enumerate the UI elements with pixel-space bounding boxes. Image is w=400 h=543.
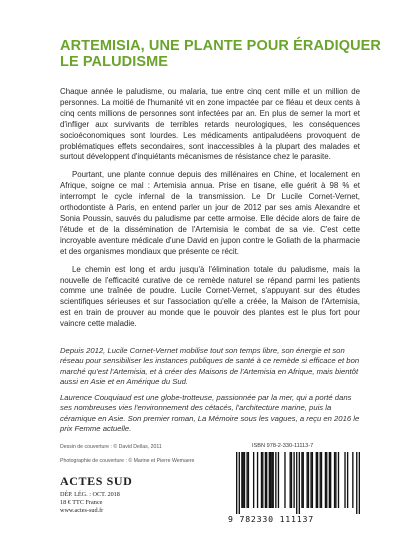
barcode-bar (262, 452, 263, 508)
barcode-image (236, 452, 360, 514)
barcode-bar (308, 452, 309, 508)
legal-deposit: DÉP. LÉG. : OCT. 2018 (60, 491, 120, 498)
barcode-bar (330, 452, 331, 508)
barcode-bar (321, 452, 322, 508)
barcode-bar (270, 452, 271, 508)
author-bios (60, 346, 360, 440)
isbn-label: ISBN 978-2-330-11113-7 (252, 443, 314, 449)
barcode-bar (257, 452, 258, 508)
barcode-bar (293, 452, 294, 508)
barcode-bar (253, 452, 254, 508)
barcode-bar (246, 452, 247, 508)
barcode-bar (248, 452, 249, 508)
barcode-bar (303, 452, 304, 508)
barcode-bar (239, 452, 240, 514)
barcode-bar (334, 452, 335, 508)
book-title-line-2: LE PALUDISME (60, 54, 169, 70)
barcode-bar (317, 452, 318, 508)
book-title (60, 38, 382, 70)
barcode-bar (312, 452, 313, 508)
barcode-bar (269, 452, 270, 508)
barcode-bar (290, 452, 291, 508)
barcode-bar (236, 452, 237, 514)
barcode-bar (284, 452, 285, 508)
barcode-bar (241, 452, 242, 508)
barcode-bar (316, 452, 317, 508)
barcode-digits: 9 782330 111137 (228, 514, 314, 524)
barcode-bar (265, 452, 266, 508)
cover-photo-credit: Photographie de couverture : © Marine et Pierre Wemaere (60, 458, 195, 464)
author-bio-1: Depuis 2012, Lucile Cornet-Vernet mobilise tout son temps libre, son énergie et son réseau pour sensibiliser les instances publiques de santé à ce remède si efficace et bon marché qu'est l'Artemisia, et à créer des Maisons de l'Artemisia en Afrique, mais bientôt aussi en Asie et en Amérique du Sud. (60, 346, 360, 386)
cover-design-credit: Dessin de couverture : © David Dellas, 2011 (60, 444, 162, 450)
barcode-bar (325, 452, 326, 508)
barcode-bar (266, 452, 267, 508)
price: 18 € TTC France (60, 499, 103, 507)
barcode-bar (344, 452, 345, 508)
barcode-bar (275, 452, 276, 508)
barcode-bar (356, 452, 357, 514)
barcode-bar (310, 452, 311, 508)
blurb (60, 87, 360, 337)
barcode-bar (261, 452, 262, 508)
barcode-bar (359, 452, 360, 514)
barcode-bar (271, 452, 272, 508)
barcode-bar (244, 452, 245, 508)
book-title-line-1: ARTEMISIA, UNE PLANTE POUR ÉRADIQUER (60, 38, 382, 54)
blurb-paragraph-1: Chaque année le paludisme, ou malaria, tue entre cinq cent mille et un million de personnes. La moitié de l'humanité vit en zone impactée par ce fléau et deux cents à cinq cents millions de personnes sont infectées par an. En plus de semer la mort et d'infliger aux survivants de terribles retards neurologiques, les conséquences socioéconomiques sont lourdes. Les médicaments antipaludéens provoquent de problématiques effets secondaires, sont inaccessibles à la plupart des malades et surtout développent d'inquiétants mécanismes de résistance chez le parasite. (60, 87, 360, 162)
barcode-bar (299, 452, 300, 514)
barcode-bar (306, 452, 307, 508)
blurb-paragraph-3: Le chemin est long et ardu jusqu'à l'élimination totale du paludisme, mais la nouvelle de l'efficacité curative de ce remède naturel se répand parmi les patients comme une traînée de poudre. Lucile Cornet-Vernet, s'appuyant sur des études scientifiques sérieuses et sur l'association qu'elle a créée, la Maison de l'Artemisia, est en train de prouver au monde que le pouvoir des plantes est le plus fort pour vaincre cette maladie. (60, 264, 360, 329)
publisher-block (60, 474, 132, 516)
barcode-bar (326, 452, 327, 508)
barcode-bar (338, 452, 339, 508)
barcode-bar (291, 452, 292, 508)
barcode-bar (329, 452, 330, 508)
barcode-bar (320, 452, 321, 508)
publisher-name: ACTES SUD (60, 474, 133, 488)
barcode-bar (335, 452, 336, 508)
barcode-bar (243, 452, 244, 508)
barcode-bar (347, 452, 348, 508)
barcode-bar (278, 452, 279, 508)
blurb-paragraph-2: Pourtant, une plante connue depuis des millénaires en Chine, et localement en Afrique, soigne ce mal : Artemisia annua. Prise en tisane, elle guérit à 98 % et interrompt le cycle infernal de la transmission. Le Dr Lucile Cornet-Vernet, orthodontiste à Paris, en entend parler un jour de 2012 par ses amis Alexandre et Sonia Poussin, sauvés du paludisme par cette armoise. Elle décide alors de faire de l'étude et de la dissémination de l'Artemisia le combat de sa vie. C'est cette incroyable aventure médicale d'une David en jupon contre le Goliath de la pharmacie et des organismes mondiaux que présente ce récit. (60, 170, 360, 256)
barcode-bar (352, 452, 353, 508)
barcode-bar (301, 452, 302, 508)
author-bio-2: Laurence Couquiaud est une globe-trotteuse, passionnée par la mer, qui a porté dans ses nombreuses vies l'environnement des cétacés, l'architecture marine, puis la céramique en Asie. Son premier roman, La Mémoire sous les vagues, a reçu en 2016 le prix Femme actuelle. (60, 393, 360, 434)
barcode-bar (273, 452, 274, 508)
barcode-bar (296, 452, 297, 514)
publisher-website: www.actes-sud.fr (60, 507, 104, 515)
